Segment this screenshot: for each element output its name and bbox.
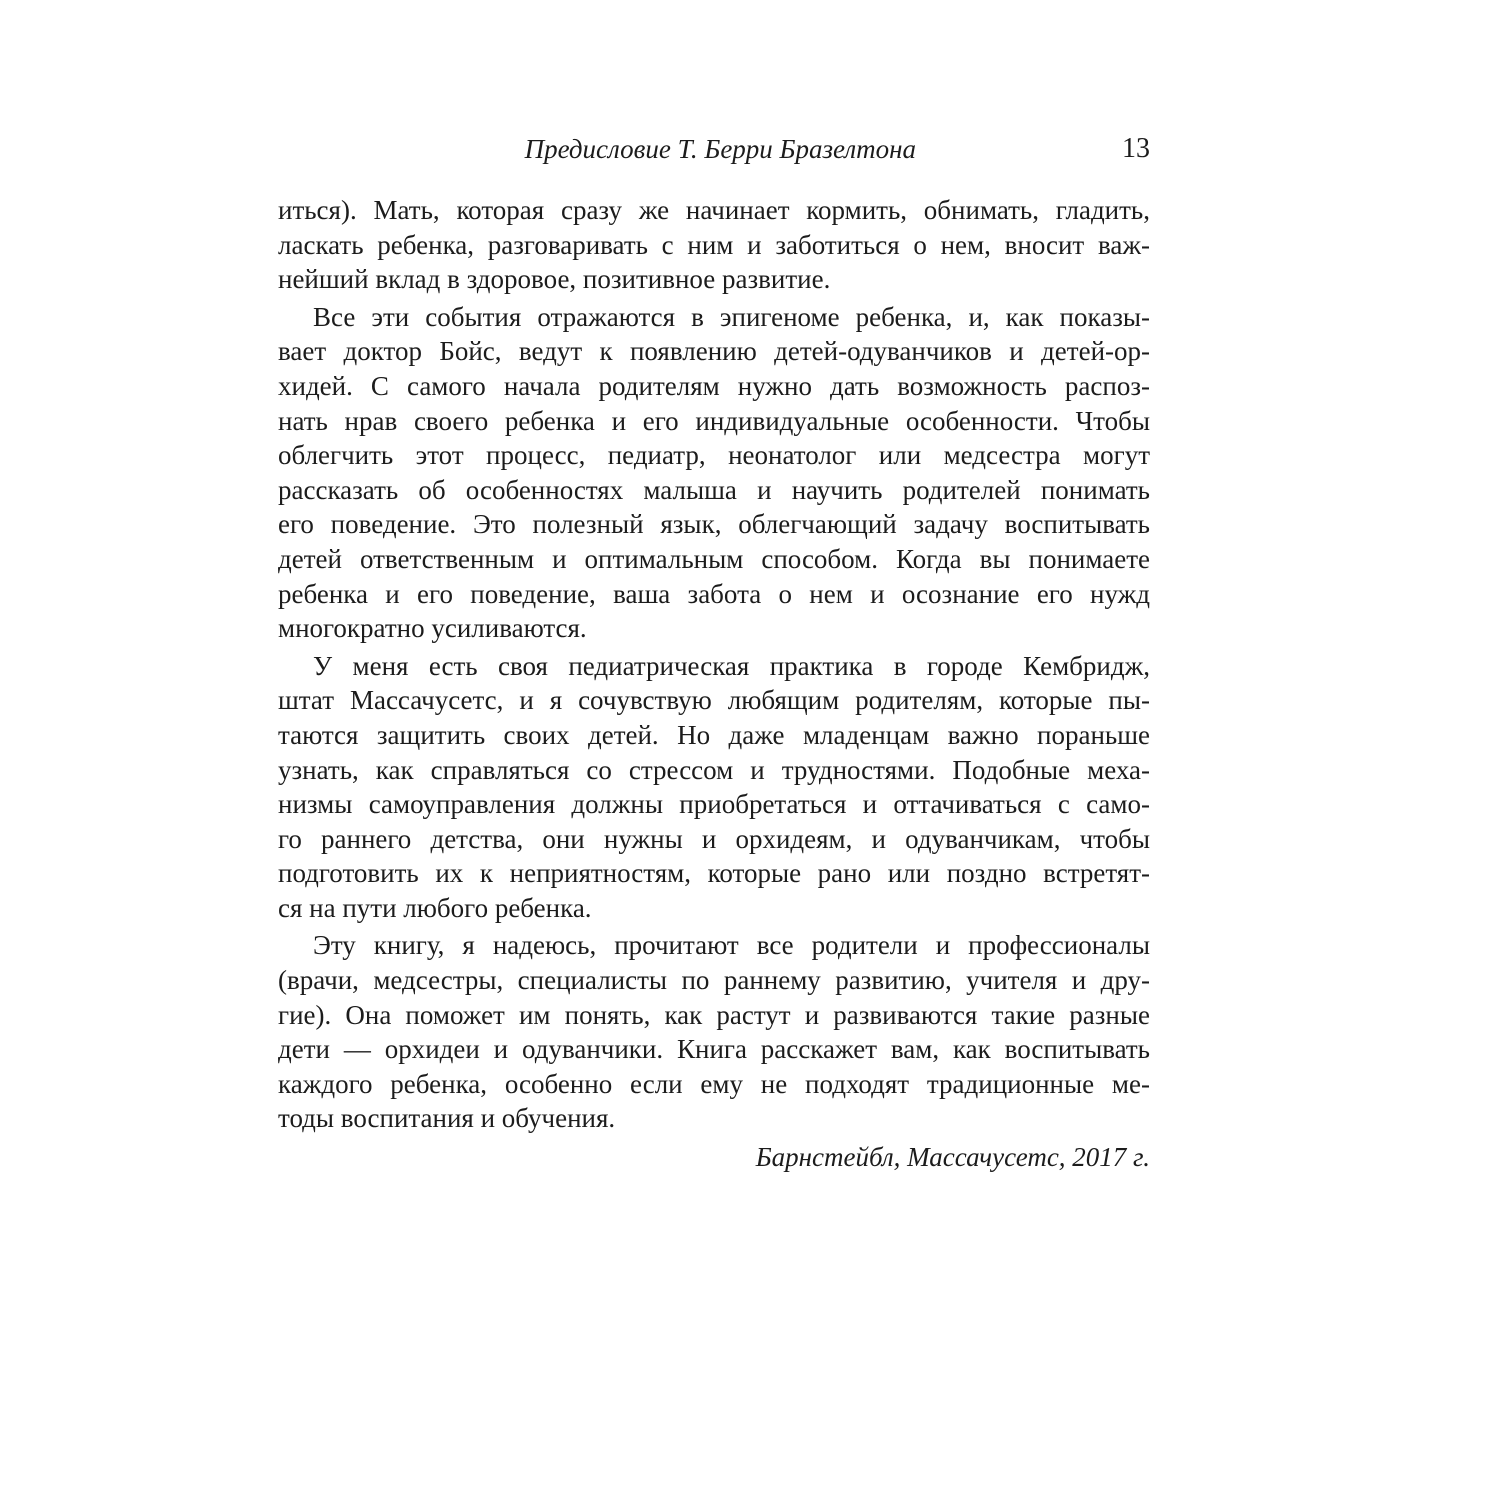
- text-line: нать нрав своего ребенка и его индивидуальные особенности. Чтобы: [278, 405, 1150, 436]
- text-line: ребенка и его поведение, ваша забота о нем и осознание его нужд: [278, 578, 1150, 609]
- paragraph-book-purpose: [278, 928, 1150, 1136]
- page-number: 13: [1122, 133, 1150, 164]
- text-line: Эту книгу, я надеюсь, прочитают все родители и профессионалы: [313, 930, 1150, 961]
- text-line: детей ответственным и оптимальным способом. Когда вы понимаете: [278, 543, 1150, 574]
- signature-place-date: Барнстейбл, Массачусетс, 2017 г.: [755, 1142, 1150, 1173]
- running-head: [278, 127, 1150, 171]
- text-line: дети — орхидеи и одуванчики. Книга расскажет вам, как воспитывать: [278, 1034, 1150, 1065]
- text-line: иться). Мать, которая сразу же начинает кормить, обнимать, гладить,: [278, 195, 1150, 225]
- text-line: рассказать об особенностях малыша и научить родителей понимать: [278, 474, 1150, 505]
- body-text: [278, 193, 1150, 1175]
- text-line: хидей. С самого начала родителям нужно дать возможность распоз-: [278, 370, 1150, 401]
- text-line: ласкать ребенка, разговаривать с ним и заботиться о нем, вносит важ-: [278, 229, 1150, 260]
- text-line: низмы самоуправления должны приобретаться и оттачиваться с само-: [278, 789, 1150, 820]
- text-line: подготовить их к неприятностям, которые рано или поздно встретят-: [278, 858, 1150, 889]
- paragraph-continuation: [278, 193, 1150, 297]
- text-line: Все эти события отражаются в эпигеноме ребенка, и, как показы-: [313, 301, 1150, 332]
- paragraph-practice: [278, 649, 1150, 926]
- text-line: таются защитить своих детей. Но даже младенцам важно пораньше: [278, 719, 1150, 750]
- text-line: облегчить этот процесс, педиатр, неонатолог или медсестра могут: [278, 440, 1150, 471]
- text-line: штат Массачусетс, и я сочувствую любящим родителям, которые пы-: [278, 685, 1150, 716]
- text-line: каждого ребенка, особенно если ему не подходят традиционные ме-: [278, 1068, 1150, 1099]
- paragraph-epigenome: [278, 300, 1150, 646]
- text-line: узнать, как справляться со стрессом и трудностями. Подобные меха-: [278, 754, 1150, 785]
- text-line: вает доктор Бойс, ведут к появлению детей-одуванчиков и детей-ор-: [278, 336, 1150, 367]
- text-line: его поведение. Это полезный язык, облегчающий задачу воспитывать: [278, 509, 1150, 540]
- text-line: многократно усиливаются.: [278, 613, 587, 644]
- text-line: (врачи, медсестры, специалисты по раннему развитию, учителя и дру-: [278, 965, 1150, 996]
- text-line: тоды воспитания и обучения.: [278, 1103, 616, 1134]
- running-title: Предисловие Т. Берри Бразелтона: [524, 134, 916, 164]
- text-line: гие). Она поможет им понять, как растут и развиваются такие разные: [278, 999, 1150, 1030]
- text-line: го раннего детства, они нужны и орхидеям, и одуванчикам, чтобы: [278, 823, 1150, 854]
- text-line: нейший вклад в здоровое, позитивное развитие.: [278, 264, 831, 295]
- text-line: ся на пути любого ребенка.: [278, 892, 592, 923]
- text-line: У меня есть своя педиатрическая практика в городе Кембридж,: [313, 650, 1150, 681]
